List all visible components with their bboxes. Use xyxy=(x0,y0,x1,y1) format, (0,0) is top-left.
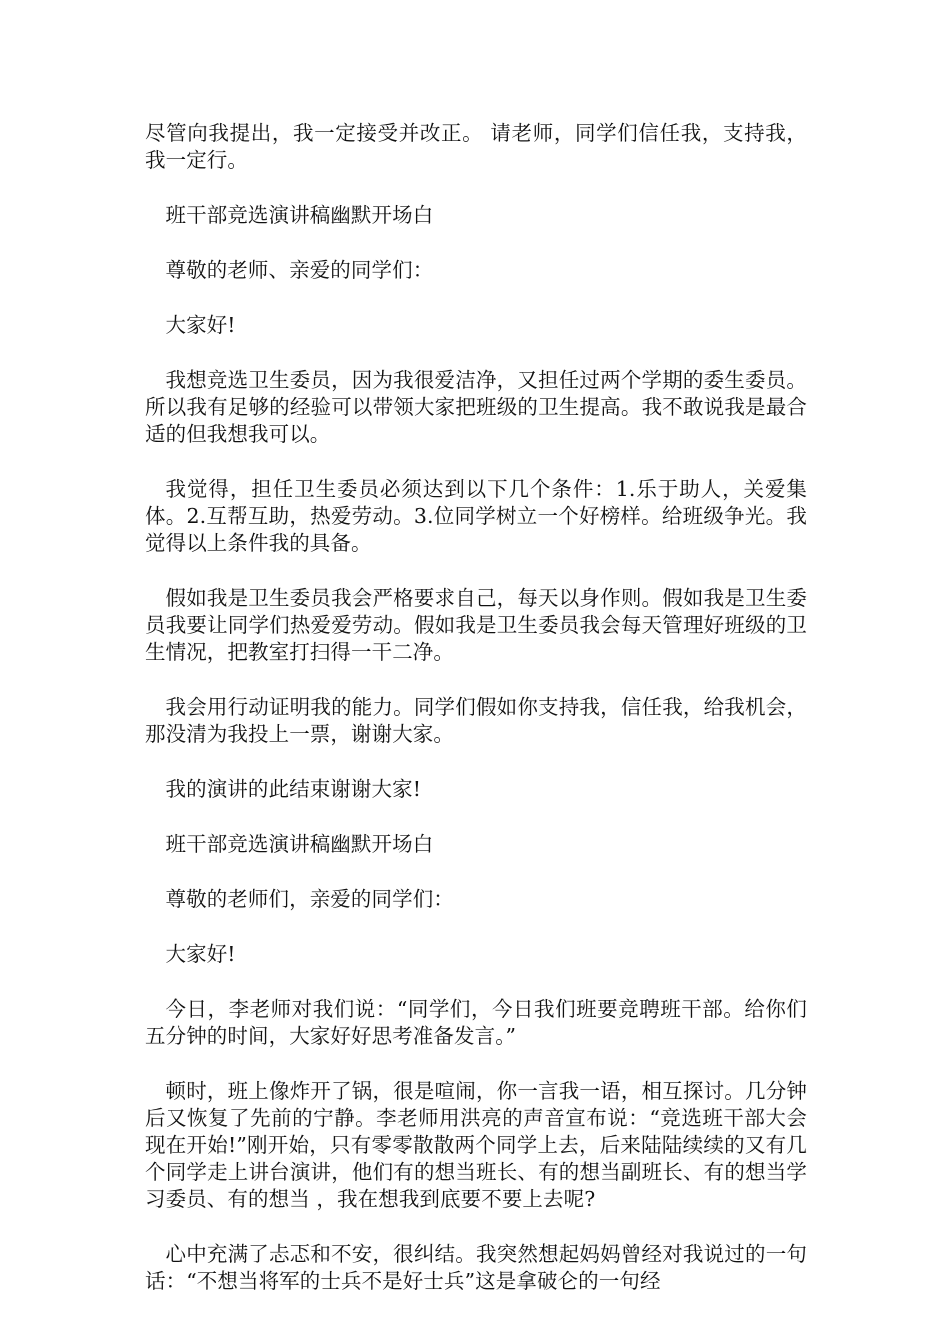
paragraph: 顿时，班上像炸开了锅，很是喧闹，你一言我一语，相互探讨。几分钟后又恢复了先前的宁静。李老师用洪亮的声音宣布说：“竞选班干部大会现在开始!”刚开始，只有零零散散两个同学上去，后来陆陆续续的又有几个同学走上讲台演讲，他们有的想当班长、有的想当副班长、有的想当学习委员、有的想当 ，我在想我到底要不要上去呢? xyxy=(145,1079,807,1211)
paragraph: 心中充满了忐忑和不安，很纠结。我突然想起妈妈曾经对我说过的一句话：“不想当将军的士兵不是好士兵”这是拿破仑的一句经 xyxy=(145,1242,807,1293)
salutation: 尊敬的老师们，亲爱的同学们： xyxy=(165,887,454,911)
section-title: 班干部竞选演讲稿幽默开场白 xyxy=(165,203,434,227)
section-title: 班干部竞选演讲稿幽默开场白 xyxy=(165,832,434,856)
closing-line: 我的演讲的此结束谢谢大家! xyxy=(165,777,422,801)
paragraph: 我想竞选卫生委员，因为我很爱洁净，又担任过两个学期的委生委员。所以我有足够的经验可以带领大家把班级的卫生提高。我不敢说我是最合适的但我想我可以。 xyxy=(145,368,807,446)
salutation: 尊敬的老师、亲爱的同学们： xyxy=(165,258,434,282)
paragraph: 我觉得，担任卫生委员必须达到以下几个条件：1.乐于助人，关爱集体。2.互帮互助，热爱劳动。3.位同学树立一个好榜样。给班级争光。我觉得以上条件我的具备。 xyxy=(145,477,807,555)
paragraph-continuation: 尽管向我提出，我一定接受并改正。 请老师，同学们信任我，支持我，我一定行。 xyxy=(145,121,807,172)
greeting: 大家好! xyxy=(165,313,236,337)
paragraph: 假如我是卫生委员我会严格要求自己，每天以身作则。假如我是卫生委员我要让同学们热爱爱劳动。假如我是卫生委员我会每天管理好班级的卫生情况，把教室打扫得一干二净。 xyxy=(145,586,807,664)
paragraph: 我会用行动证明我的能力。同学们假如你支持我，信任我，给我机会，那没清为我投上一票，谢谢大家。 xyxy=(145,695,807,746)
document-body xyxy=(145,120,807,1323)
greeting: 大家好! xyxy=(165,942,236,966)
paragraph: 今日，李老师对我们说：“同学们，今日我们班要竞聘班干部。给你们五分钟的时间，大家好好思考准备发言。” xyxy=(145,997,807,1048)
